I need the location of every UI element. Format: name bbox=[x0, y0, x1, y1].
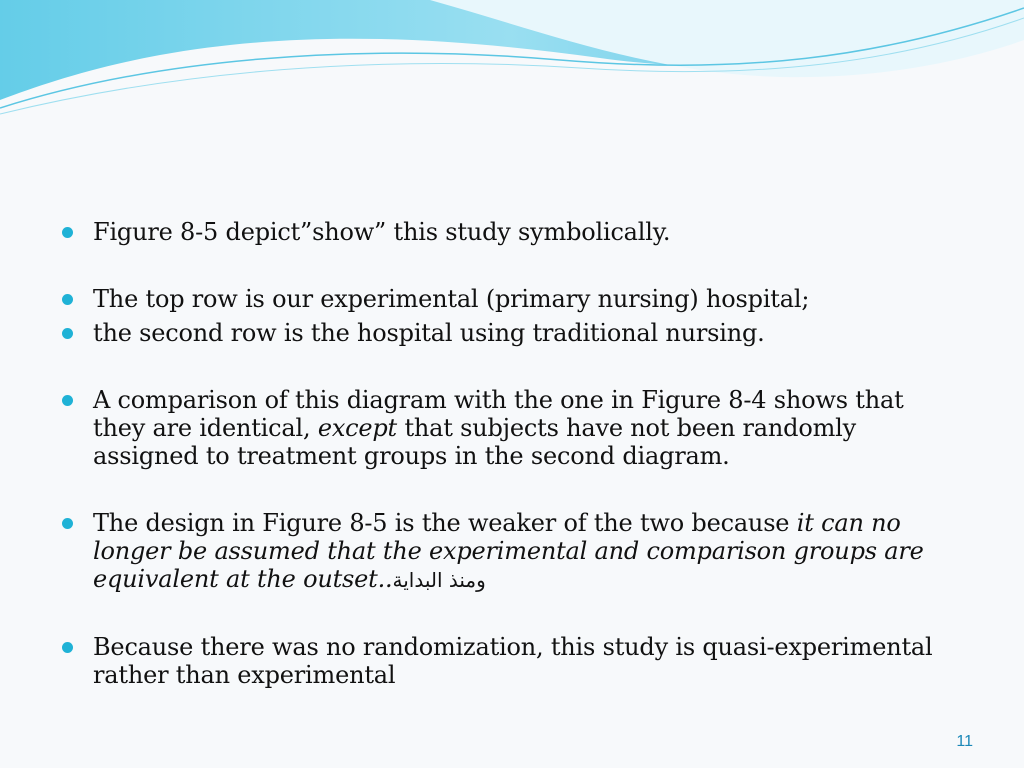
bullet-dot-icon bbox=[62, 328, 73, 339]
bullet-item bbox=[62, 218, 952, 246]
top-wave-decoration bbox=[0, 0, 1024, 120]
bullet-item bbox=[62, 633, 952, 689]
bullet-emphasis: it can no longer be assumed that the experimental and comparison groups are equivalent at the outset bbox=[93, 509, 924, 593]
bullet-text: the second row is the hospital using traditional nursing. bbox=[93, 319, 765, 347]
bullet-list bbox=[62, 218, 952, 689]
bullet-dot-icon bbox=[62, 642, 73, 653]
bullet-dot-icon bbox=[62, 227, 73, 238]
bullet-dot-icon bbox=[62, 518, 73, 529]
bullet-item bbox=[62, 285, 952, 313]
bullet-text: The top row is our experimental (primary nursing) hospital; bbox=[93, 285, 810, 313]
bullet-item bbox=[62, 509, 952, 594]
bullet-text-end: .. bbox=[377, 565, 393, 593]
bullet-text: Figure 8-5 depict”show” this study symbolically. bbox=[93, 218, 671, 246]
bullet-text: Because there was no randomization, this study is quasi-experimental rather than experimental bbox=[93, 633, 933, 689]
page-number: 11 bbox=[956, 733, 973, 750]
bullet-emphasis: except bbox=[317, 414, 398, 442]
bullet-item bbox=[62, 319, 952, 347]
bullet-text-start: A comparison of this diagram with the one in Figure 8-4 shows that they are identical, bbox=[93, 386, 904, 442]
bullet-dot-icon bbox=[62, 294, 73, 305]
arabic-translation: ومنذ البداية bbox=[392, 568, 486, 592]
bullet-text-start: The design in Figure 8-5 is the weaker of the two because bbox=[93, 509, 797, 537]
bullet-item bbox=[62, 386, 952, 470]
bullet-dot-icon bbox=[62, 395, 73, 406]
bullet-text-end: that subjects have not been randomly assigned to treatment groups in the second diagram. bbox=[93, 414, 856, 470]
